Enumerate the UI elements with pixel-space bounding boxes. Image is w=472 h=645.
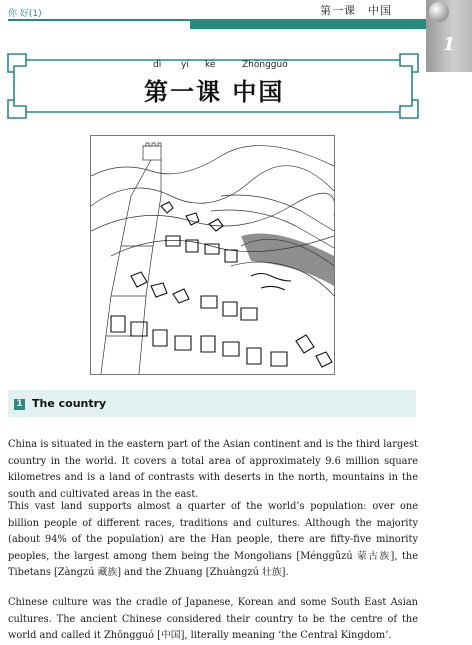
pinyin-ke: kè	[205, 60, 216, 70]
paragraph-1: China is situated in the eastern part of the Asian continent and is the third largest country in the world. It covers a total area of approximately 9.6 million square kilometres and is a land of contrasts with deserts in the north, mountains in the south and cultivated areas in the east.	[8, 439, 418, 500]
running-header-right: 第一课 中国	[320, 4, 392, 17]
page-tab-number: 1	[442, 34, 456, 55]
pinyin-zhongguo: Zhōngguó	[242, 60, 288, 70]
section-number: 1	[14, 399, 25, 410]
great-wall-illustration	[90, 135, 335, 375]
pinyin-di: dì	[153, 60, 162, 70]
running-header-left: 你 好(1)	[8, 9, 42, 19]
header-accent-bar	[190, 21, 426, 29]
paragraph-3: Chinese culture was the cradle of Japanese, Korean and some South East Asian cultures. The ancient Chinese considered their country to be the centre of the world and called it Zhōngguó [中国], literally meaning ‘the Central Kingdom’.	[8, 597, 418, 642]
page-tab-ball	[429, 2, 449, 22]
pinyin-yi: yī	[181, 60, 189, 70]
section-title: The country	[32, 397, 107, 410]
page-tab	[426, 0, 472, 72]
paragraph-2: This vast land supports almost a quarter of the world’s population: over one billion people of different races, traditions and cultures. Although the majority (about 94% of the population) are the Han people, there are fifty-five minority peoples, the largest among them being the Mongolians [Ménggǔzú 蒙古族], the Tibetans [Zàngzú 藏族] and the Zhuang [Zhuàngzú 壮族].	[8, 501, 418, 579]
lesson-title: 第一课 中国	[144, 77, 285, 106]
